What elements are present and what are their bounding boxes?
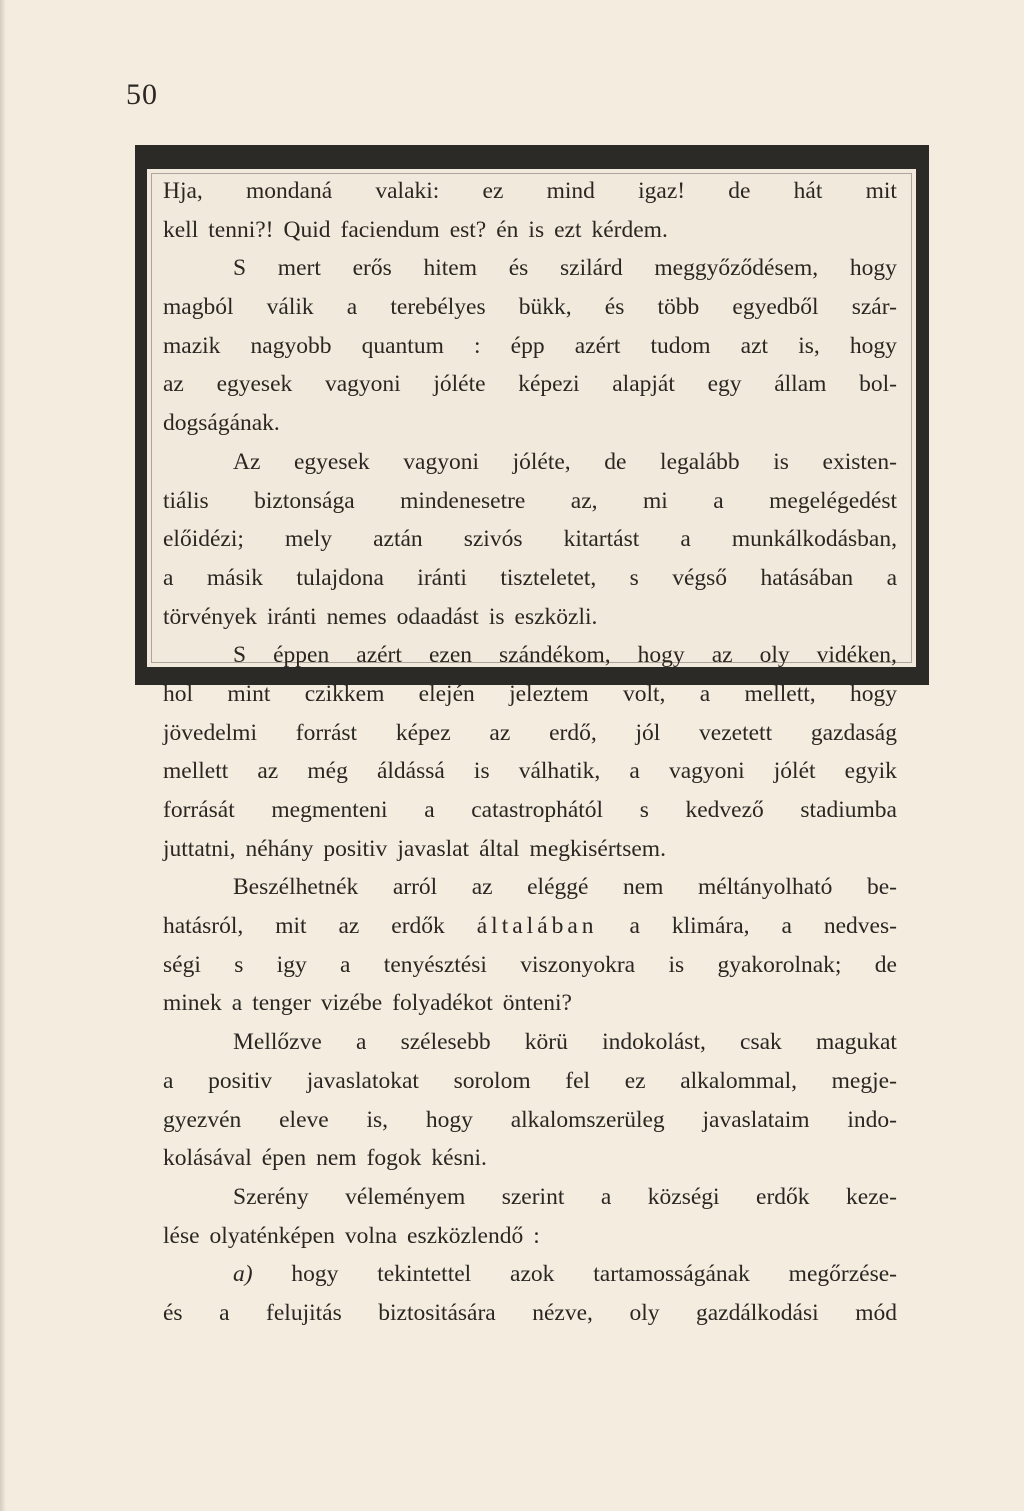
word: egyesek: [216, 371, 293, 398]
word: Az: [233, 448, 261, 475]
word: javaslat: [397, 835, 470, 862]
word: mindenesetre: [400, 487, 526, 514]
word: magukat: [816, 1029, 897, 1056]
word: iránti: [266, 603, 317, 630]
word: minek: [163, 990, 222, 1017]
word: tenni?!: [208, 216, 274, 243]
word: erdők: [391, 913, 445, 940]
word: catastrophától: [471, 797, 604, 823]
word: másik: [206, 564, 263, 591]
text-line: [163, 1217, 897, 1256]
word: törvények: [163, 603, 257, 630]
text-line: [163, 559, 897, 598]
word: S: [233, 642, 247, 669]
word: eszközli.: [514, 603, 598, 630]
word: aztán: [373, 526, 423, 553]
word: épen: [261, 1145, 307, 1172]
word: önteni?: [502, 990, 572, 1017]
word: az: [257, 758, 279, 785]
word: javaslatokat: [306, 1067, 419, 1094]
word: forrását: [163, 797, 235, 823]
word: munkálkodásban,: [731, 526, 897, 553]
word: megelégedést: [769, 487, 897, 514]
text-line: [163, 172, 897, 211]
word: volt,: [623, 680, 666, 707]
word: a: [886, 564, 897, 591]
text-line: [163, 1062, 897, 1101]
text-line: [163, 714, 897, 753]
word: folyadékot: [392, 990, 493, 1017]
word: és: [508, 255, 529, 282]
text-line: [163, 211, 897, 250]
word: alapját: [612, 371, 675, 398]
word: :: [473, 332, 481, 359]
word: juttatni,: [163, 835, 236, 862]
word: válik: [266, 294, 314, 321]
word: hogy: [849, 680, 897, 707]
word: általában: [476, 913, 598, 940]
word: is: [668, 951, 685, 978]
word: s: [629, 564, 639, 591]
word: javaslataim: [702, 1106, 810, 1133]
word: kitartást: [563, 526, 640, 553]
word: szándékom,: [499, 642, 611, 669]
word: biztositására: [378, 1299, 496, 1326]
word: megmenteni: [271, 797, 388, 823]
word: az: [489, 719, 511, 746]
text-line: [163, 482, 897, 521]
word: eleve: [279, 1106, 329, 1133]
word: arról: [392, 874, 438, 901]
text-line: [163, 1294, 897, 1333]
word: indokolást,: [602, 1029, 706, 1056]
word: válhatik,: [518, 758, 601, 785]
word: végső: [672, 564, 728, 591]
word: oly: [629, 1299, 660, 1326]
word: meggyőződésem,: [654, 255, 819, 282]
word: áldássá: [376, 758, 445, 785]
word: körü: [524, 1029, 568, 1056]
text-line: [163, 1101, 897, 1140]
word: legalább: [660, 448, 740, 475]
word: állam: [774, 371, 827, 398]
word: az: [338, 913, 360, 940]
word: tartamosságának: [593, 1261, 750, 1288]
word: keze-: [846, 1183, 897, 1210]
word: szár-: [851, 294, 897, 321]
word: nagyobb: [250, 332, 332, 359]
word: sorolom: [453, 1067, 531, 1094]
word: igaz!: [638, 178, 686, 204]
word: kolásával: [163, 1145, 252, 1172]
word: a): [233, 1261, 253, 1288]
word: jóléte: [433, 371, 486, 398]
word: szerint: [501, 1183, 565, 1210]
word: és: [163, 1299, 183, 1326]
word: ez: [624, 1067, 646, 1094]
word: erdő,: [549, 719, 597, 746]
word: hol: [163, 680, 194, 707]
word: az: [163, 371, 184, 398]
word: tenger: [252, 990, 311, 1017]
word: képez: [395, 719, 451, 746]
word: községi: [647, 1183, 720, 1210]
word: est?: [449, 216, 487, 243]
word: által: [479, 835, 520, 862]
word: gazdálkodási: [695, 1299, 819, 1326]
word: de: [728, 178, 751, 204]
word: Hja,: [163, 178, 203, 204]
text-line: [163, 1023, 897, 1062]
word: hogy: [425, 1106, 473, 1133]
word: vagyoni: [324, 371, 401, 398]
word: indo-: [847, 1106, 897, 1133]
text-line: [163, 443, 897, 482]
word: azért: [356, 642, 402, 669]
word: gazdaság: [810, 719, 897, 746]
word: vizébe: [320, 990, 383, 1017]
word: forrást: [295, 719, 358, 746]
word: tulajdona: [296, 564, 384, 591]
word: bol-: [859, 371, 897, 398]
word: a: [424, 797, 435, 823]
word: mód: [855, 1299, 897, 1326]
word: valaki:: [375, 178, 440, 204]
word: jeleztem: [509, 680, 589, 707]
word: hatásról,: [163, 913, 244, 940]
word: odaadást: [396, 603, 479, 630]
word: alkalomszerüleg: [510, 1106, 665, 1133]
word: be-: [866, 874, 897, 901]
word: azok: [510, 1261, 555, 1288]
word: tekintettel: [377, 1261, 472, 1288]
word: mit: [275, 913, 307, 940]
word: megje-: [831, 1067, 897, 1094]
word: de: [604, 448, 627, 475]
word: én: [496, 216, 519, 243]
word: olyaténképen: [209, 1222, 335, 1249]
word: biztonsága: [254, 487, 355, 514]
text-line: [163, 520, 897, 559]
page-edge-shadow: [0, 0, 6, 1511]
word: gyakorolnak;: [717, 951, 842, 978]
word: nedves-: [823, 913, 897, 940]
word: felujitás: [266, 1299, 342, 1326]
word: a: [680, 526, 691, 553]
word: gyezvén: [163, 1106, 242, 1133]
word: még: [307, 758, 348, 785]
word: vagyoni: [403, 448, 479, 475]
word: viszonyokra: [520, 951, 636, 978]
word: hatásában: [760, 564, 854, 591]
text-line: [163, 675, 897, 714]
word: a: [340, 951, 351, 978]
word: azért: [574, 332, 621, 359]
word: ségi: [163, 951, 201, 978]
word: Szerény: [233, 1183, 309, 1210]
word: iránti: [417, 564, 467, 591]
word: mind: [546, 178, 595, 204]
word: a: [231, 990, 243, 1017]
word: megkisértsem.: [529, 835, 666, 862]
word: az: [711, 642, 733, 669]
text-line: [163, 598, 897, 637]
word: jövedelmi: [163, 719, 257, 746]
word: késni.: [431, 1145, 487, 1172]
word: mert: [277, 255, 321, 282]
word: a: [355, 1029, 367, 1056]
word: mellett,: [744, 680, 816, 707]
word: nem: [316, 1145, 357, 1172]
word: quantum: [361, 332, 444, 359]
word: mellett: [163, 758, 229, 785]
word: nemes: [326, 603, 387, 630]
word: alkalommal,: [680, 1067, 798, 1094]
word: megőrzése-: [788, 1261, 897, 1288]
word: kedvező: [685, 797, 764, 823]
word: mit: [865, 178, 897, 204]
word: fel: [565, 1067, 591, 1094]
word: mondaná: [246, 178, 333, 204]
word: existen-: [822, 448, 897, 475]
word: kérdem.: [591, 216, 668, 243]
word: is: [528, 216, 545, 243]
word: :: [533, 1222, 540, 1249]
word: hogy: [849, 332, 897, 359]
word: volna: [344, 1222, 398, 1249]
word: az,: [570, 487, 598, 514]
text-line: [163, 249, 897, 288]
body-text: [163, 172, 897, 1333]
word: eléggé: [527, 874, 589, 901]
word: faciendum: [340, 216, 440, 243]
word: ezt: [554, 216, 582, 243]
word: oly: [759, 642, 790, 669]
word: csak: [740, 1029, 782, 1056]
word: a: [600, 1183, 612, 1210]
word: a: [629, 758, 640, 785]
text-line: [163, 1178, 897, 1217]
text-line: [163, 1255, 897, 1294]
word: több: [657, 294, 700, 321]
word: az: [471, 874, 493, 901]
word: éppen: [273, 642, 330, 669]
word: s: [639, 797, 649, 823]
word: szélesebb: [400, 1029, 491, 1056]
word: egyesek: [294, 448, 370, 475]
word: lése: [163, 1222, 200, 1249]
word: elején: [418, 680, 475, 707]
word: vagyoni: [668, 758, 745, 785]
word: és: [604, 294, 625, 321]
word: S: [233, 255, 247, 282]
word: a: [346, 294, 358, 321]
word: egyik: [844, 758, 897, 785]
word: Mellőzve: [233, 1029, 322, 1056]
word: is: [773, 448, 789, 475]
word: egyedből: [732, 294, 819, 321]
word: erős: [352, 255, 392, 282]
word: hogy: [291, 1261, 339, 1288]
word: dogságának.: [163, 410, 280, 437]
text-line: [163, 830, 897, 869]
word: czikkem: [304, 680, 385, 707]
word: jóléte,: [512, 448, 571, 475]
word: a: [163, 564, 174, 591]
word: eszközlendő: [407, 1222, 524, 1249]
text-line: [163, 984, 897, 1023]
text-line: [163, 752, 897, 791]
text-line: [163, 868, 897, 907]
word: positiv: [208, 1067, 273, 1094]
word: a: [781, 913, 792, 940]
word: épp: [510, 332, 545, 359]
word: erdők: [756, 1183, 810, 1210]
word: jólét: [773, 758, 816, 785]
word: vezetett: [699, 719, 773, 746]
word: is: [488, 603, 505, 630]
word: Quid: [283, 216, 331, 243]
word: ezen: [428, 642, 472, 669]
word: hát: [793, 178, 823, 204]
word: jól: [635, 719, 661, 746]
word: tenyésztési: [383, 951, 487, 978]
text-line: [163, 404, 897, 443]
word: de: [874, 951, 897, 978]
word: mely: [285, 526, 332, 553]
word: terebélyes: [390, 294, 486, 321]
word: kell: [163, 216, 199, 243]
word: stadiumba: [800, 797, 897, 823]
word: szivós: [463, 526, 523, 553]
word: s: [234, 951, 244, 978]
word: mint: [227, 680, 271, 707]
word: egy: [707, 371, 742, 398]
text-line: [163, 288, 897, 327]
text-line: [163, 946, 897, 985]
word: a: [163, 1067, 174, 1094]
word: képezi: [518, 371, 580, 398]
word: is,: [798, 332, 820, 359]
text-line: [163, 791, 897, 830]
word: igy: [276, 951, 307, 978]
word: tiális: [163, 487, 209, 514]
word: néhány: [245, 835, 314, 862]
word: magból: [163, 294, 234, 321]
word: nézve,: [532, 1299, 593, 1326]
word: tiszteletet,: [500, 564, 597, 591]
word: klimára,: [671, 913, 750, 940]
word: a: [713, 487, 724, 514]
word: véleményem: [345, 1183, 466, 1210]
word: mi: [642, 487, 668, 514]
page-number: 50: [126, 78, 158, 111]
text-line: [163, 327, 897, 366]
word: méltányolható: [697, 874, 833, 901]
word: a: [219, 1299, 230, 1326]
word: nem: [622, 874, 664, 901]
word: hitem: [423, 255, 477, 282]
text-line: [163, 636, 897, 675]
word: a: [699, 680, 711, 707]
word: bükk,: [518, 294, 572, 321]
word: vidéken,: [816, 642, 897, 669]
word: ez: [482, 178, 504, 204]
word: előidézi;: [163, 526, 244, 553]
word: is: [473, 758, 490, 785]
word: szilárd: [560, 255, 623, 282]
word: hogy: [849, 255, 897, 282]
text-line: [163, 1139, 897, 1178]
word: positiv: [323, 835, 388, 862]
word: Beszélhetnék: [233, 874, 359, 901]
word: mazik: [163, 332, 221, 359]
word: is,: [366, 1106, 389, 1133]
word: azt: [740, 332, 769, 359]
text-line: [163, 365, 897, 404]
word: fogok: [366, 1145, 422, 1172]
word: hogy: [637, 642, 685, 669]
word: tudom: [650, 332, 711, 359]
text-line: [163, 907, 897, 946]
word: a: [629, 913, 640, 940]
